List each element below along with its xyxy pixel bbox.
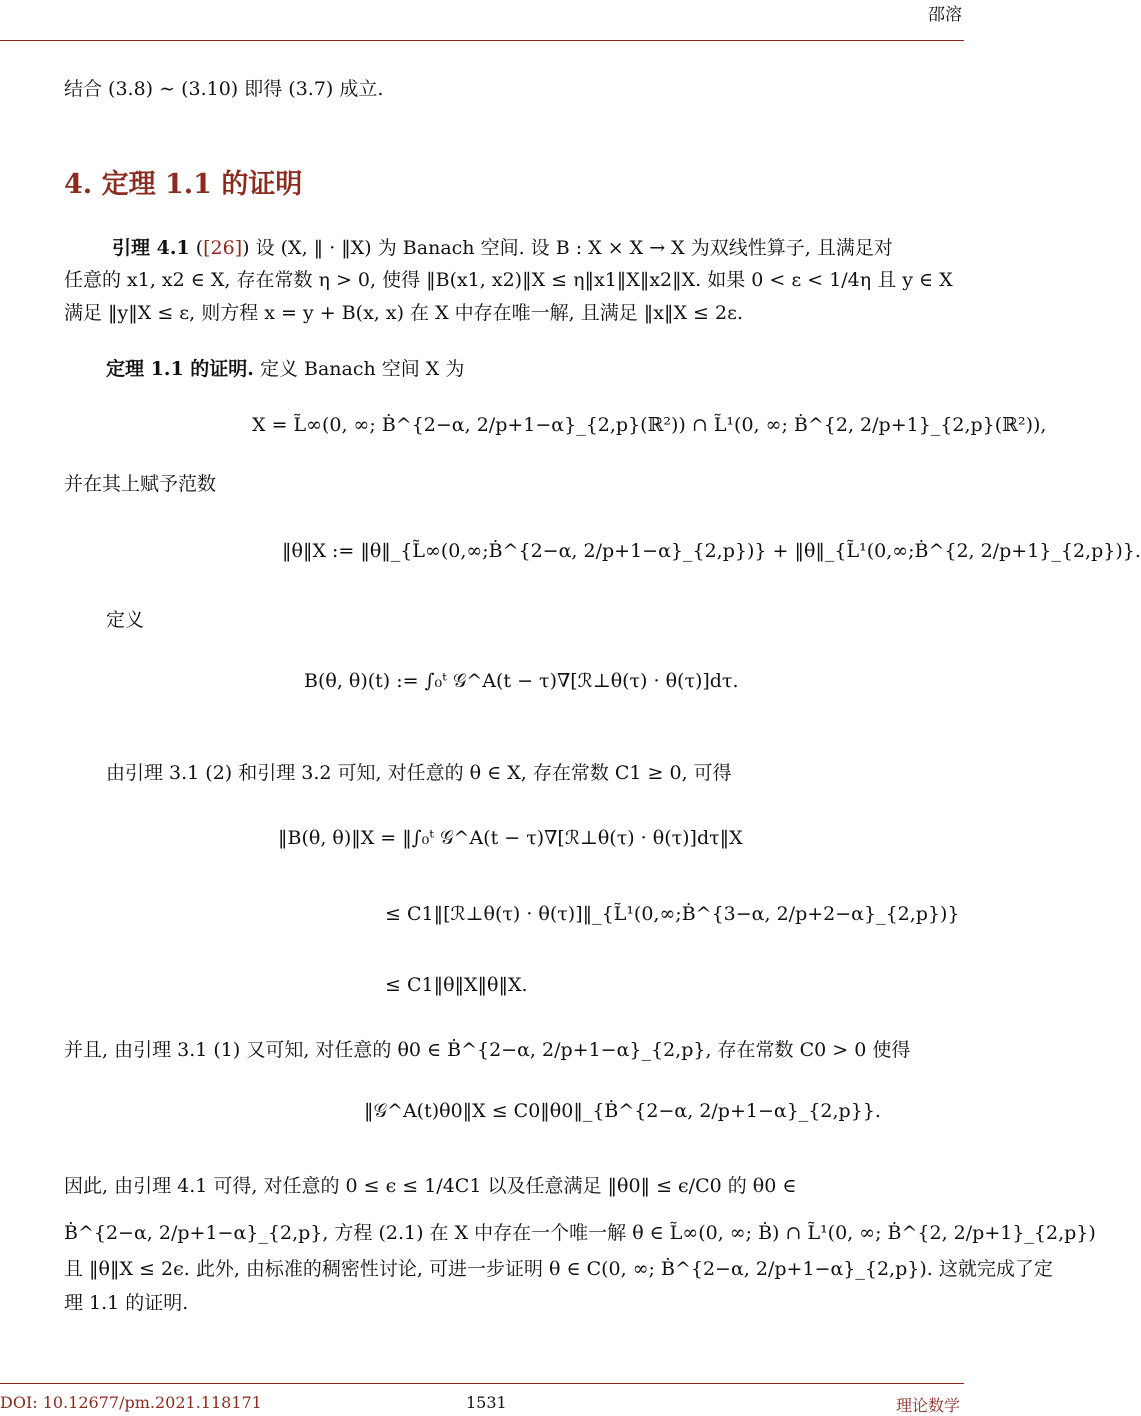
proof-intro-line	[106, 356, 464, 382]
lemma-line-1-text: ) 设 (X, ‖ · ‖X) 为 Banach 空间. 设 B : X × X → X 为双线性算子, 且满足对	[242, 237, 893, 259]
lemma-citation-link[interactable]: [26]	[203, 237, 243, 259]
equation-linear-estimate: ‖𝒢^A(t)θ0‖X ≤ C0‖θ0‖_{Ḃ^{2−α, 2/p+1−α}_{2,p}}.	[364, 1100, 881, 1122]
header-rule	[0, 40, 964, 41]
proof-intro-text: 定义 Banach 空间 X 为	[253, 358, 465, 380]
lemma-line-3: 满足 ‖y‖X ≤ ε, 则方程 x = y + B(x, x) 在 X 中存在唯一解, 且满足 ‖x‖X ≤ 2ε.	[64, 302, 743, 324]
proof-label: 定理 1.1 的证明.	[106, 358, 254, 380]
conclusion-line-4: 理 1.1 的证明.	[64, 1292, 189, 1314]
equation-estimate-1: ‖B(θ, θ)‖X = ‖∫₀ᵗ 𝒢^A(t − τ)∇[ℛ⊥θ(τ) · θ(τ)]dτ‖X	[278, 827, 743, 849]
section-title: 4. 定理 1.1 的证明	[64, 169, 303, 200]
equation-space-definition: X = L̃∞(0, ∞; Ḃ^{2−α, 2/p+1−α}_{2,p}(ℝ²)) ∩ L̃¹(0, ∞; Ḃ^{2, 2/p+1}_{2,p}(ℝ²)),	[252, 414, 1047, 436]
equation-estimate-3: ≤ C1‖θ‖X‖θ‖X.	[385, 974, 528, 996]
norm-intro-line: 并在其上赋予范数	[64, 473, 217, 495]
conclusion-line-3: 且 ‖θ‖X ≤ 2ϵ. 此外, 由标准的稠密性讨论, 可进一步证明 θ ∈ C(0, ∞; Ḃ^{2−α, 2/p+1−α}_{2,p}). 这就完成了定	[64, 1258, 1053, 1280]
footer-rule	[0, 1383, 964, 1384]
conclusion-line-1: 因此, 由引理 4.1 可得, 对任意的 0 ≤ ϵ ≤ 1/4C1 以及任意满足 ‖θ0‖ ≤ ϵ/C0 的 θ0 ∈	[64, 1175, 797, 1197]
equation-bilinear-operator: B(θ, θ)(t) := ∫₀ᵗ 𝒢^A(t − τ)∇[ℛ⊥θ(τ) · θ(τ)]dτ.	[304, 670, 739, 692]
equation-norm-definition: ‖θ‖X := ‖θ‖_{L̃∞(0,∞;Ḃ^{2−α, 2/p+1−α}_{2,p})} + ‖θ‖_{L̃¹(0,∞;Ḃ^{2, 2/p+1}_{2,p})}.	[282, 540, 1141, 562]
lemma-line-2: 任意的 x1, x2 ∈ X, 存在常数 η > 0, 使得 ‖B(x1, x2)‖X ≤ η‖x1‖X‖x2‖X. 如果 0 < ε < 1/4η 且 y ∈ X	[64, 269, 953, 291]
footer-journal-link[interactable]: 理论数学	[895, 1396, 960, 1415]
intro-line: 结合 (3.8) ∼ (3.10) 即得 (3.7) 成立.	[64, 78, 384, 100]
equation-estimate-2: ≤ C1‖[ℛ⊥θ(τ) · θ(τ)]‖_{L̃¹(0,∞;Ḃ^{3−α, 2/p+2−α}_{2,p})}	[385, 903, 960, 925]
footer-doi-link[interactable]: DOI: 10.12677/pm.2021.118171	[0, 1393, 262, 1412]
lemma-line-1	[112, 235, 893, 261]
lemma-use-line: 由引理 3.1 (2) 和引理 3.2 可知, 对任意的 θ ∈ X, 存在常数 C1 ≥ 0, 可得	[106, 762, 732, 784]
lemma-use-line-2: 并且, 由引理 3.1 (1) 又可知, 对任意的 θ0 ∈ Ḃ^{2−α, 2/p+1−α}_{2,p}, 存在常数 C0 > 0 使得	[64, 1039, 911, 1061]
header-author: 邵溶	[928, 5, 962, 25]
define-line: 定义	[106, 609, 145, 631]
footer-page-number: 1531	[466, 1393, 507, 1412]
lemma-ref-open: (	[195, 237, 204, 259]
lemma-label: 引理 4.1	[112, 237, 190, 259]
conclusion-line-2: Ḃ^{2−α, 2/p+1−α}_{2,p}, 方程 (2.1) 在 X 中存在一个唯一解 θ ∈ L̃∞(0, ∞; Ḃ) ∩ L̃¹(0, ∞; Ḃ^{2, 2/p+1}_{2,p})	[64, 1222, 1096, 1244]
